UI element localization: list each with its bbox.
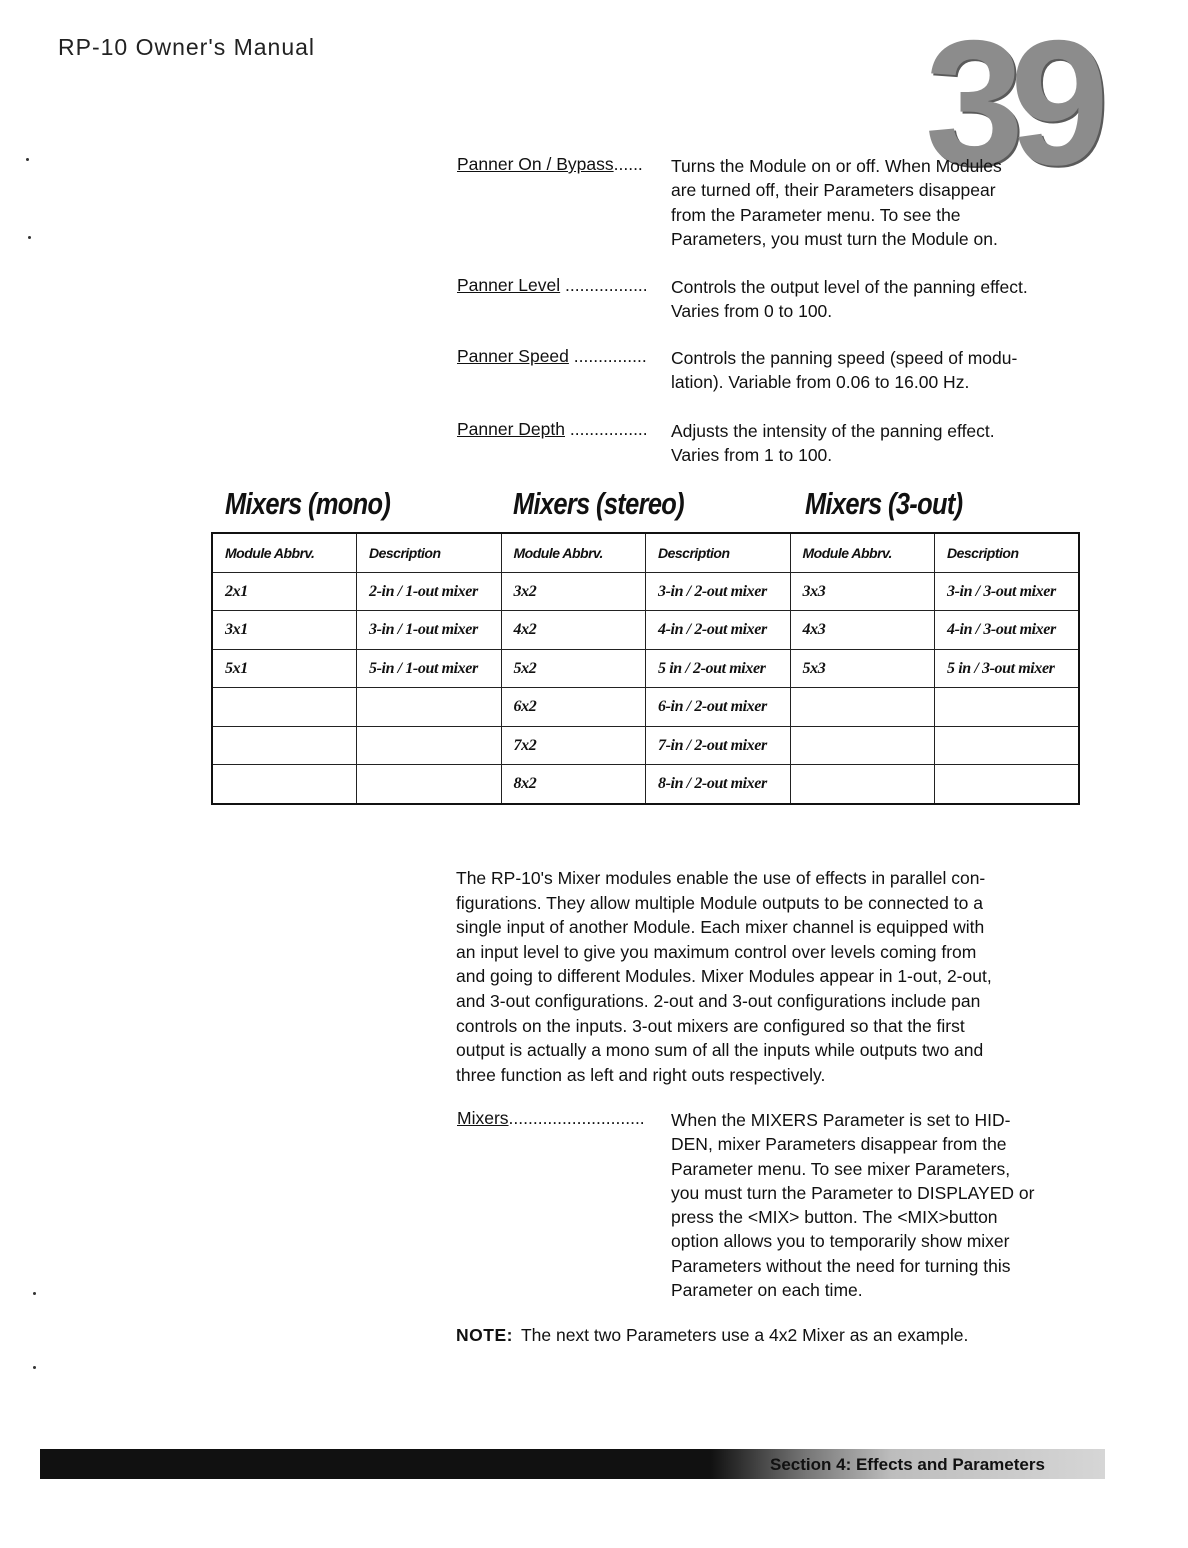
table-row: [212, 649, 1079, 687]
param-label-panner-on-bypass: [457, 154, 643, 175]
column-header: Module Abbrv.: [212, 533, 357, 573]
desc-line: Varies from 0 to 100.: [671, 301, 833, 322]
paragraph-line: figurations. They allow multiple Module outputs to be connected to a: [456, 892, 983, 913]
table-cell: 2-in / 1-out mixer: [357, 573, 502, 611]
table-row: [212, 765, 1079, 804]
param-desc-panner-depth: [671, 419, 1101, 468]
param-desc-panner-level: [671, 275, 1101, 324]
param-desc-mixers: [671, 1108, 1101, 1302]
manual-title: RP-10 Owner's Manual: [58, 34, 316, 60]
table-cell: [790, 765, 935, 804]
table-cell: 5x3: [790, 649, 935, 687]
table-row: [212, 573, 1079, 611]
column-header: Description: [935, 533, 1080, 573]
heading-mixers-stereo: Mixers (stereo): [513, 486, 684, 521]
param-name: Panner Speed: [457, 346, 569, 366]
desc-line: Adjusts the intensity of the panning effect.: [671, 421, 995, 441]
desc-line: When the MIXERS Parameter is set to HID-: [671, 1110, 1011, 1130]
table-cell: 5-in / 1-out mixer: [357, 649, 502, 687]
table-cell: 8x2: [501, 765, 646, 804]
table-cell: [935, 726, 1080, 764]
table-cell: 3x3: [790, 573, 935, 611]
table-cell: [212, 726, 357, 764]
desc-line: press the <MIX> button. The <MIX>button: [671, 1207, 998, 1228]
scan-speck: [33, 1292, 36, 1295]
paragraph-line: and 3-out configurations. 2-out and 3-out configurations include pan: [456, 990, 981, 1011]
table-cell: 5x2: [501, 649, 646, 687]
footer-section-title: Section 4: Effects and Parameters: [770, 1455, 1045, 1474]
paragraph-line: controls on the inputs. 3-out mixers are configured so that the first: [456, 1015, 965, 1036]
table-cell: 5x1: [212, 649, 357, 687]
table-row: [212, 688, 1079, 726]
table-cell: 6-in / 2-out mixer: [646, 688, 791, 726]
table-cell: [935, 688, 1080, 726]
desc-line: Parameters, you must turn the Module on.: [671, 228, 998, 249]
paragraph-line: three function as left and right outs respectively.: [456, 1064, 826, 1085]
table-cell: 8-in / 2-out mixer: [646, 765, 791, 804]
desc-line: you must turn the Parameter to DISPLAYED or: [671, 1182, 1035, 1203]
param-desc-panner-on-bypass: [671, 154, 1101, 251]
table-cell: [212, 688, 357, 726]
desc-line: from the Parameter menu. To see the: [671, 204, 961, 225]
note: [456, 1325, 968, 1346]
dot-leader: .................: [560, 275, 648, 295]
param-name: Panner On / Bypass: [457, 154, 614, 174]
page-number: 39: [925, 3, 1095, 202]
desc-line: Parameter on each time.: [671, 1280, 863, 1301]
table-cell: [790, 726, 935, 764]
table-cell: 3-in / 1-out mixer: [357, 611, 502, 649]
table-cell: 3-in / 2-out mixer: [646, 573, 791, 611]
table-cell: 4x3: [790, 611, 935, 649]
desc-line: lation). Variable from 0.06 to 16.00 Hz.: [671, 372, 970, 393]
table-cell: 4x2: [501, 611, 646, 649]
dot-leader: ................: [565, 419, 648, 439]
mixer-intro-paragraph: [456, 866, 1096, 1087]
heading-mixers-mono: Mixers (mono): [225, 486, 391, 521]
table-cell: 2x1: [212, 573, 357, 611]
desc-line: Controls the output level of the panning effect.: [671, 277, 1028, 297]
table-cell: 3x1: [212, 611, 357, 649]
table-cell: 4-in / 2-out mixer: [646, 611, 791, 649]
table-header-row: [212, 533, 1079, 573]
column-header: Description: [646, 533, 791, 573]
scan-speck: [33, 1366, 36, 1369]
desc-line: Parameter menu. To see mixer Parameters,: [671, 1158, 1011, 1179]
table-cell: 3-in / 3-out mixer: [935, 573, 1080, 611]
table-cell: [935, 765, 1080, 804]
param-label-panner-depth: [457, 419, 648, 440]
desc-line: Controls the panning speed (speed of modu-: [671, 348, 1018, 368]
param-name: Mixers: [457, 1108, 509, 1128]
heading-mixers-3-out: Mixers (3-out): [805, 486, 963, 521]
column-header: Module Abbrv.: [501, 533, 646, 573]
table-cell: [790, 688, 935, 726]
param-label-panner-speed: [457, 346, 647, 367]
paragraph-line: The RP-10's Mixer modules enable the use of effects in parallel con-: [456, 868, 986, 888]
paragraph-line: and going to different Modules. Mixer Modules appear in 1-out, 2-out,: [456, 966, 992, 987]
table-row: [212, 726, 1079, 764]
paragraph-line: an input level to give you maximum control over levels coming from: [456, 941, 977, 962]
desc-line: DEN, mixer Parameters disappear from the: [671, 1134, 1007, 1155]
table-cell: 4-in / 3-out mixer: [935, 611, 1080, 649]
table-cell: [357, 726, 502, 764]
param-label-panner-level: [457, 275, 648, 296]
param-name: Panner Depth: [457, 419, 565, 439]
desc-line: Parameters without the need for turning this: [671, 1255, 1011, 1276]
param-name: Panner Level: [457, 275, 561, 295]
dot-leader: ...............: [568, 346, 647, 366]
table-cell: 5 in / 3-out mixer: [935, 649, 1080, 687]
table-cell: 6x2: [501, 688, 646, 726]
mixer-table: [211, 532, 1080, 805]
desc-line: Varies from 1 to 100.: [671, 445, 833, 466]
note-label: NOTE:: [456, 1325, 513, 1345]
table-cell: 5 in / 2-out mixer: [646, 649, 791, 687]
table-cell: [357, 688, 502, 726]
param-desc-panner-speed: [671, 346, 1101, 395]
paragraph-line: single input of another Module. Each mixer channel is equipped with: [456, 917, 985, 938]
desc-line: Turns the Module on or off. When Modules: [671, 156, 1002, 176]
table-cell: 3x2: [501, 573, 646, 611]
table-cell: 7x2: [501, 726, 646, 764]
scan-speck: [28, 236, 31, 239]
desc-line: option allows you to temporarily show mixer: [671, 1231, 1010, 1252]
table-cell: [212, 765, 357, 804]
dot-leader: ............................: [508, 1108, 645, 1128]
table-cell: 7-in / 2-out mixer: [646, 726, 791, 764]
table-cell: [357, 765, 502, 804]
dot-leader: ......: [613, 154, 643, 174]
table-row: [212, 611, 1079, 649]
scan-speck: [26, 158, 29, 161]
param-label-mixers: [457, 1108, 645, 1129]
column-header: Description: [357, 533, 502, 573]
column-header: Module Abbrv.: [790, 533, 935, 573]
paragraph-line: output is actually a mono sum of all the inputs while outputs two and: [456, 1040, 984, 1061]
note-text: The next two Parameters use a 4x2 Mixer as an example.: [520, 1325, 969, 1345]
desc-line: are turned off, their Parameters disappear: [671, 180, 996, 201]
